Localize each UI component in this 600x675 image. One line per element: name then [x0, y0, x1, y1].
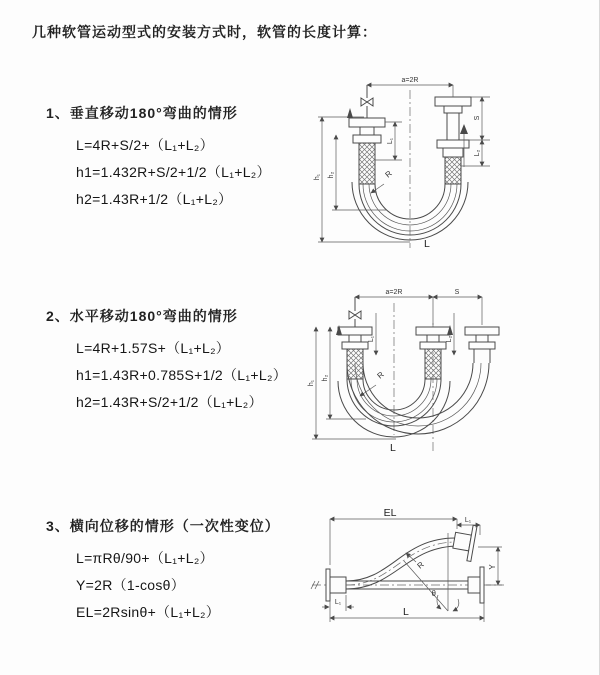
formula-h1: h1=1.432R+S/2+1/2（L₁+L₂）	[76, 164, 271, 180]
dim-label-a2r: a=2R	[385, 289, 403, 296]
hose-braid-right	[445, 157, 461, 184]
dim-label-y: Y	[488, 564, 497, 570]
radius-label: R	[383, 168, 394, 180]
diagram-lateral-displacement	[300, 503, 600, 675]
middle-flange-fitting	[416, 327, 450, 349]
dim-label-h2: h₂	[328, 171, 335, 179]
angle-construction	[404, 533, 459, 611]
section-horizontal-movement	[46, 306, 316, 416]
left-flange-fitting	[338, 327, 372, 349]
dim-label-s: S	[454, 289, 460, 296]
valve-icon	[361, 85, 373, 118]
formula-el: EL=2Rsinθ+（L₁+L₂）	[76, 604, 221, 620]
section-lateral-displacement	[46, 516, 316, 626]
valve-icon	[349, 297, 361, 327]
dim-label-l1-top: L₁	[464, 517, 472, 524]
radius-label: R	[415, 559, 426, 571]
right-flange-fitting	[465, 327, 499, 363]
hose-braid-left	[347, 349, 363, 379]
length-label: L	[403, 606, 409, 618]
formula-y: Y=2R（1-cosθ）	[76, 577, 186, 593]
dim-label-l2: L₂	[474, 149, 481, 157]
formula-h2: h2=1.43R+1/2（L₁+L₂）	[76, 191, 233, 207]
left-flange-fitting	[326, 569, 346, 601]
formula-h2: h2=1.43R+S/2+1/2（L₁+L₂）	[76, 394, 263, 410]
section-heading: 1、垂直移动180°弯曲的情形	[46, 105, 238, 121]
dim-label-l1: L₁	[368, 335, 375, 343]
length-label: L	[424, 238, 430, 250]
dim-label-h2: h₂	[322, 374, 329, 382]
dim-label-h1: h₁	[308, 379, 315, 387]
diagram-vertical-180-bend	[312, 72, 597, 264]
dim-s	[469, 97, 490, 140]
tilted-flange-fitting	[451, 522, 477, 561]
dim-label-l1-bottom: L₁	[334, 599, 342, 606]
hose-braid-middle	[425, 349, 441, 379]
length-label: L	[390, 442, 396, 454]
dim-s	[433, 289, 482, 325]
dim-label-l2: L₂	[446, 335, 453, 343]
section-heading: 2、水平移动180°弯曲的情形	[46, 308, 238, 324]
formula-length: L=4R+S/2+（L₁+L₂）	[76, 137, 214, 153]
hose-braid-left	[359, 143, 375, 184]
formula-h1: h1=1.43R+0.785S+1/2（L₁+L₂）	[76, 367, 287, 383]
formula-length: L=πRθ/90+（L₁+L₂）	[76, 550, 214, 566]
right-flange-fitting	[468, 567, 484, 603]
dim-label-s: S	[474, 115, 481, 121]
dim-el	[330, 507, 457, 565]
right-flange-fitting	[435, 97, 471, 157]
left-flange-fitting	[349, 118, 385, 143]
section-heading: 3、横向位移的情形（一次性变位）	[46, 518, 280, 534]
formula-length: L=4R+1.57S+（L₁+L₂）	[76, 340, 231, 356]
page-title: 几种软管运动型式的安装方式时，软管的长度计算：	[32, 24, 377, 40]
section-vertical-movement	[46, 103, 316, 213]
dim-label-h1: h₁	[314, 173, 321, 181]
radius-label: R	[375, 369, 386, 381]
dim-label-l1: L₁	[387, 137, 394, 145]
dim-l	[330, 601, 484, 622]
dim-label-el: EL	[383, 507, 397, 519]
dim-label-a2r: a=2R	[401, 77, 419, 84]
diagram-horizontal-180-bend	[306, 283, 598, 468]
angle-label: θ	[431, 589, 436, 598]
